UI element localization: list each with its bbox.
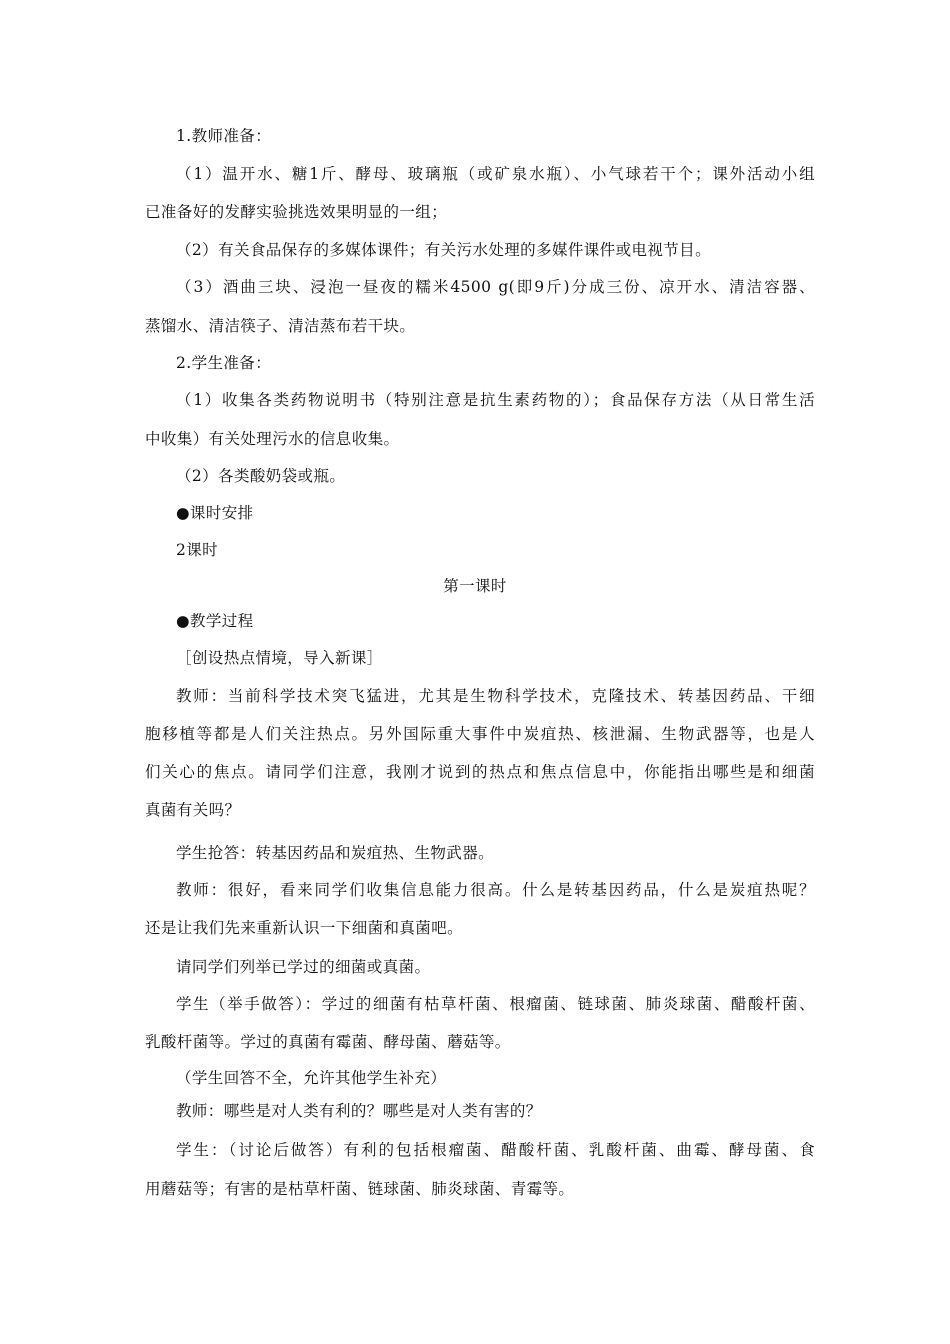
text-line: 学生：（讨论后做答）有利的包括根瘤菌、醋酸杆菌、乳酸杆菌、曲霉、酵母菌、食: [176, 1141, 815, 1159]
text-line: 用蘑菇等；有害的是枯草杆菌、链球菌、肺炎球菌、青霉等。: [145, 1180, 575, 1198]
text-line: 中收集）有关处理污水的信息收集。: [145, 430, 400, 448]
text-line: （1）收集各类药物说明书（特别注意是抗生素药物的）；食品保存方法（从日常生活: [176, 391, 815, 409]
text-line: 乳酸杆菌等。学过的真菌有霉菌、酵母菌、蘑菇等。: [145, 1033, 511, 1051]
text-line: （2）各类酸奶袋或瓶。: [176, 467, 346, 485]
text-line: 真菌有关吗？: [145, 801, 241, 819]
text-line: 学生（举手做答）：学过的细菌有枯草杆菌、根瘤菌、链球菌、肺炎球菌、醋酸杆菌、: [176, 995, 815, 1013]
text-line: 教师：当前科学技术突飞猛进，尤其是生物科学技术，克隆技术、转基因药品、干细: [176, 687, 815, 705]
lesson-title: 第一课时: [443, 577, 507, 595]
text-line: （1）温开水、糖1斤、酵母、玻璃瓶（或矿泉水瓶）、小气球若干个；课外活动小组: [176, 165, 815, 183]
text-line: 2课时: [176, 541, 219, 559]
section-heading: ●教学过程: [176, 612, 254, 630]
text-line: 1.教师准备：: [176, 127, 272, 145]
text-line: 2.学生准备：: [176, 354, 272, 372]
text-line: 们关心的焦点。请同学们注意，我刚才说到的热点和焦点信息中，你能指出哪些是和细菌: [145, 763, 815, 781]
text-line: （2）有关食品保存的多媒体课件；有关污水处理的多媒件课件或电视节目。: [176, 241, 711, 259]
text-line: 请同学们列举已学过的细菌或真菌。: [176, 958, 431, 976]
text-line: 蒸馏水、清洁筷子、清洁蒸布若干块。: [145, 317, 416, 335]
text-line: 还是让我们先来重新认识一下细菌和真菌吧。: [145, 919, 464, 937]
text-line: （3）酒曲三块、浸泡一昼夜的糯米4500 g(即9斤)分成三份、凉开水、清洁容器、: [176, 278, 815, 296]
text-line: 胞移植等都是人们关注热点。另外国际重大事件中炭疽热、核泄漏、生物武器等，也是人: [145, 725, 815, 743]
subsection-heading: ［创设热点情境，导入新课］: [176, 649, 383, 667]
text-line: 已准备好的发酵实验挑选效果明显的一组；: [145, 203, 448, 221]
section-heading: ●课时安排: [176, 504, 254, 522]
text-line: 教师：很好，看来同学们收集信息能力很高。什么是转基因药品，什么是炭疽热呢？: [176, 881, 815, 899]
text-line: 学生抢答：转基因药品和炭疽热、生物武器。: [176, 844, 495, 862]
text-line: （学生回答不全，允许其他学生补充）: [176, 1069, 447, 1087]
text-line: 教师：哪些是对人类有利的？哪些是对人类有害的？: [176, 1102, 542, 1120]
